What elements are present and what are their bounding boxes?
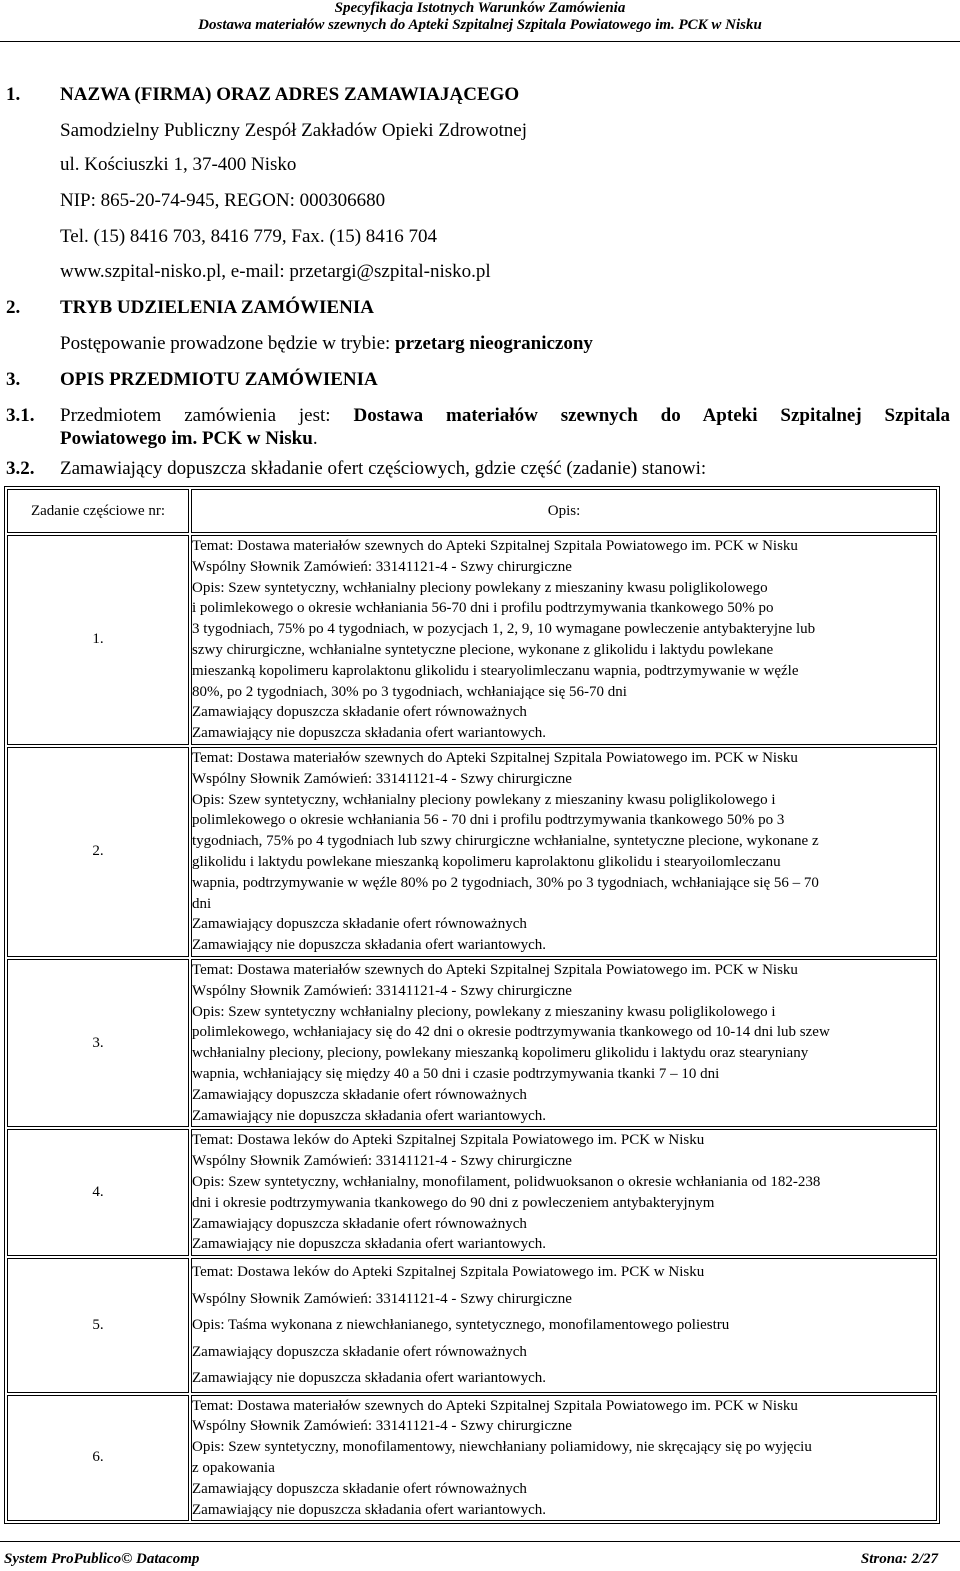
task-number: 4. (7, 1129, 189, 1256)
subsection-3-1-prefix: Przedmiotem zamówienia jest: (60, 405, 354, 426)
section-2-number: 2. (6, 297, 21, 318)
task-cpv-code: Wspólny Słownik Zamówień: 33141121-4 - Szwy chirurgiczne (192, 558, 572, 575)
task-cpv-code: Wspólny Słownik Zamówień: 33141121-4 - Szwy chirurgiczne (192, 1418, 572, 1435)
procedure-mode-value: przetarg nieograniczony (395, 333, 593, 354)
task-equivalent-offers: Zamawiający dopuszcza składanie ofert równoważnych (192, 1215, 527, 1232)
task-number: 2. (7, 747, 189, 957)
task-desc-line: Opis: Szew syntetyczny, monofilamentowy, niewchłaniany poliamidowy, nie skręcający się po wyjęciu (192, 1439, 812, 1456)
task-number: 5. (7, 1258, 189, 1393)
table-row (7, 1395, 937, 1522)
task-desc-line: Opis: Szew syntetyczny wchłanialny pleciony, powlekany z mieszaniny kwasu poliglikolowego i (192, 1003, 776, 1020)
footer-page-number: Strona: 2/27 (860, 1551, 938, 1567)
header-description: Opis: (191, 489, 937, 533)
subsection-3-1-line1 (60, 405, 950, 427)
header-subject: Dostawa materiałów szewnych do Apteki Szpitalnej Szpitala Powiatowego im. PCK w Nisku (198, 17, 762, 33)
task-desc-line: polimlekowego, wchłaniajacy się do 42 dni o okresie podtrzymywania tkankowego od 10-14 dni lub szew (192, 1024, 830, 1041)
subsection-3-1-number: 3.1. (6, 405, 35, 426)
section-1-title: NAZWA (FIRMA) ORAZ ADRES ZAMAWIAJĄCEGO (60, 84, 520, 105)
task-cpv-code: Wspólny Słownik Zamówień: 33141121-4 - Szwy chirurgiczne (192, 982, 572, 999)
task-variant-offers: Zamawiający nie dopuszcza składania ofert wariantowych. (192, 1107, 547, 1124)
task-topic: Temat: Dostawa materiałów szewnych do Apteki Szpitalnej Szpitala Powiatowego im. PCK w Nisku (192, 1397, 798, 1414)
table-header-row (7, 489, 937, 533)
task-description (191, 959, 937, 1127)
partial-tasks-table (4, 486, 940, 1524)
task-description (191, 747, 937, 957)
table-row (7, 959, 937, 1127)
address-line-nip: NIP: 865-20-74-945, REGON: 000306680 (60, 190, 386, 211)
page-footer (0, 1541, 960, 1571)
task-description (191, 535, 937, 745)
subsection-3-2-text: Zamawiający dopuszcza składanie ofert częściowych, gdzie część (zadanie) stanowi: (60, 458, 707, 479)
task-equivalent-offers: Zamawiający dopuszcza składanie ofert równoważnych (192, 1086, 527, 1103)
address-line-phone: Tel. (15) 8416 703, 8416 779, Fax. (15) 8416 704 (60, 226, 438, 247)
task-topic: Temat: Dostawa leków do Apteki Szpitalnej Szpitala Powiatowego im. PCK w Nisku (192, 1132, 705, 1149)
task-desc-line: Opis: Taśma wykonana z niewchłanianego, syntetycznego, monofilamentowego poliestru (192, 1317, 730, 1334)
task-desc-line: Opis: Szew syntetyczny, wchłanialny pleciony powlekany z mieszaniny kwasu poliglikolowego i (192, 791, 776, 808)
task-desc-line: glikolidu i laktydu powlekane mieszanką kopolimeru kaprolaktonu glikolidu i stearyoilomleczanu (192, 853, 781, 870)
task-topic: Temat: Dostawa materiałów szewnych do Apteki Szpitalnej Szpitala Powiatowego im. PCK w Nisku (192, 538, 798, 554)
task-description (191, 1258, 937, 1393)
task-desc-line: wapnia, wchłaniający się między 40 a 50 dni i czasie podtrzymywania tkanki 7 – 10 dni (192, 1065, 720, 1082)
procedure-mode-text (60, 333, 593, 355)
task-topic: Temat: Dostawa materiałów szewnych do Apteki Szpitalnej Szpitala Powiatowego im. PCK w Nisku (192, 961, 798, 978)
task-variant-offers: Zamawiający nie dopuszcza składania ofert wariantowych. (192, 1501, 547, 1518)
subsection-3-1-subject-part1: Dostawa materiałów szewnych do Apteki Szpitalnej Szpitala (353, 405, 951, 426)
task-description (191, 1395, 937, 1522)
task-desc-line: z opakowania (192, 1459, 275, 1476)
header-document-title: Specyfikacja Istotnych Warunków Zamówienia (334, 0, 626, 16)
subsection-3-2-number: 3.2. (6, 458, 35, 479)
subsection-3-1-suffix: . (312, 428, 318, 449)
section-1-number: 1. (6, 84, 21, 105)
task-number: 3. (7, 959, 189, 1127)
task-variant-offers: Zamawiający nie dopuszcza składania ofert wariantowych. (192, 1370, 547, 1387)
address-line-web: www.szpital-nisko.pl, e-mail: przetargi@szpital-nisko.pl (60, 261, 491, 282)
procedure-mode-prefix: Postępowanie prowadzone będzie w trybie: (60, 333, 396, 354)
task-topic: Temat: Dostawa materiałów szewnych do Apteki Szpitalnej Szpitala Powiatowego im. PCK w Nisku (192, 749, 798, 766)
subsection-3-1-line2 (60, 428, 318, 450)
table-row (7, 747, 937, 957)
task-desc-line: dni (192, 895, 212, 912)
task-equivalent-offers: Zamawiający dopuszcza składanie ofert równoważnych (192, 1480, 527, 1497)
section-3-number: 3. (6, 369, 21, 390)
section-3-title: OPIS PRZEDMIOTU ZAMÓWIENIA (60, 369, 378, 390)
task-desc-line: polimlekowego o okresie wchłaniania 56 - 70 dni i profilu podtrzymywania tkankowego 50% po 3 (192, 812, 785, 829)
page-header (0, 0, 960, 44)
task-description (191, 1129, 937, 1256)
task-desc-line: tygodniach, 75% po 4 tygodniach lub szwy chirurgiczne wchłanialne, syntetyczne plecione, wykonane z (192, 833, 819, 850)
task-variant-offers: Zamawiający nie dopuszcza składania ofert wariantowych. (192, 937, 547, 954)
task-equivalent-offers: Zamawiający dopuszcza składanie ofert równoważnych (192, 916, 527, 933)
task-variant-offers: Zamawiający nie dopuszcza składania ofert wariantowych. (192, 1236, 547, 1253)
task-cpv-code: Wspólny Słownik Zamówień: 33141121-4 - Szwy chirurgiczne (192, 1290, 572, 1307)
table-row (7, 1129, 937, 1256)
task-equivalent-offers: Zamawiający dopuszcza składanie ofert równoważnych (192, 704, 527, 721)
task-desc-line: mieszanką kopolimeru kaprolaktonu glikolidu i stearyolimleczanu wapnia, podtrzymywanie w węźle (192, 662, 799, 679)
task-desc-line: szwy chirurgiczne, wchłanialne syntetyczne plecione, wykonane z glikolidu i laktydu powlekane (192, 641, 774, 658)
address-line-name: Samodzielny Publiczny Zespół Zakładów Opieki Zdrowotnej (60, 120, 527, 141)
task-number: 1. (7, 535, 189, 745)
task-variant-offers: Zamawiający nie dopuszcza składania ofert wariantowych. (192, 725, 547, 742)
task-number: 6. (7, 1395, 189, 1522)
subsection-3-1-subject-part2: Powiatowego im. PCK w Nisku (60, 428, 313, 449)
task-topic: Temat: Dostawa leków do Apteki Szpitalnej Szpitala Powiatowego im. PCK w Nisku (192, 1264, 705, 1281)
task-cpv-code: Wspólny Słownik Zamówień: 33141121-4 - Szwy chirurgiczne (192, 1153, 572, 1170)
header-rule (0, 41, 960, 42)
task-desc-line: i polimlekowego o okresie wchłaniania 56-70 dni i profilu podtrzymywania tkankowego 50% po (192, 600, 774, 617)
table-row (7, 1258, 937, 1393)
task-desc-line: Opis: Szew syntetyczny, wchłanialny pleciony powlekany z mieszaniny kwasu poliglikolowego (192, 579, 768, 596)
task-desc-line: 80%, po 2 tygodniach, 30% po 3 tygodniach, wchłaniające się 56-70 dni (192, 683, 627, 700)
task-desc-line: 3 tygodniach, 75% po 4 tygodniach, w pozycjach 1, 2, 9, 10 wymagane powleczenie antybakteryjne lub (192, 621, 816, 638)
table-row (7, 535, 937, 745)
footer-system-credit: System ProPublico© Datacomp (4, 1551, 200, 1567)
address-line-street: ul. Kościuszki 1, 37-400 Nisko (60, 154, 297, 175)
task-equivalent-offers: Zamawiający dopuszcza składanie ofert równoważnych (192, 1343, 527, 1360)
task-desc-line: wapnia, podtrzymywanie w węźle 80% po 2 tygodniach, 30% po 3 tygodniach, wchłaniające się 56 – 70 (192, 874, 819, 891)
task-desc-line: dni i okresie podtrzymywania tkankowego do 90 dni z powleczeniem antybakteryjnym (192, 1194, 715, 1211)
footer-rule (0, 1541, 960, 1542)
section-2-title: TRYB UDZIELENIA ZAMÓWIENIA (60, 297, 374, 318)
task-cpv-code: Wspólny Słownik Zamówień: 33141121-4 - Szwy chirurgiczne (192, 770, 572, 787)
task-desc-line: Opis: Szew syntetyczny, wchłanialny, monofilament, polidwuoksanon o okresie wchłaniania od 182-238 (192, 1173, 821, 1190)
header-task-number: Zadanie częściowe nr: (7, 489, 189, 533)
task-desc-line: wchłanialny pleciony, pleciony, powlekany mieszanką kopolimeru glikolidu i laktydu oraz stearyniany (192, 1045, 809, 1062)
